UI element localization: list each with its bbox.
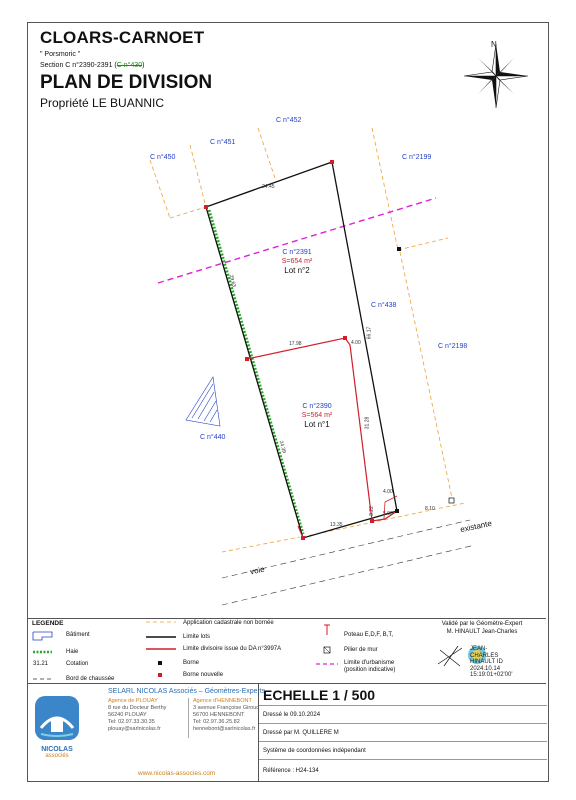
- lot1-surface: S=564 m²: [301, 412, 333, 419]
- lot2-label: Lot n°2: [284, 266, 310, 275]
- info-column: [258, 684, 546, 782]
- borne-nouvelle-5: [370, 519, 374, 523]
- agence-line: 3 avenue Françoise Giroud: [193, 705, 260, 711]
- parcel-c451: C n°451: [210, 139, 236, 146]
- parcel-c450: C n°450: [150, 154, 176, 161]
- borne-nouvelle-1: [204, 205, 208, 209]
- borne-nouvelle-2: [330, 160, 334, 164]
- nicolas-logo-icon: [33, 694, 81, 744]
- dim-div-vert: 31.28: [364, 416, 371, 430]
- logo-name: NICOLAS: [41, 746, 73, 753]
- drawn-date: Dressé le 09.10.2024: [259, 706, 547, 724]
- legend-urbanisme: Limite d'urbanisme: [344, 660, 395, 666]
- title-block: [28, 684, 546, 782]
- legend-pilier: Pilier de mur: [344, 647, 378, 653]
- borne-2: [395, 509, 399, 513]
- borne-1: [397, 247, 401, 251]
- agence-plouay-title: Agence de PLOUAY: [108, 698, 158, 704]
- digital-stamp: [470, 646, 513, 679]
- owner-name: Propriété LE BUANNIC: [40, 96, 165, 110]
- agence-line: 56700 HENNEBONT: [193, 712, 245, 718]
- dim-div-short: 4.00: [351, 340, 361, 346]
- legend-bord: Bord de chaussée: [66, 676, 115, 682]
- parcel-c452: C n°452: [276, 117, 302, 124]
- legend-haie: Haie: [66, 649, 79, 655]
- legend-borne: Borne: [183, 660, 200, 666]
- legend-poteau: Poteau E,D,F, B,T,: [344, 632, 394, 638]
- lot2-info: [262, 248, 332, 275]
- pilier-marker: [449, 498, 454, 503]
- logo-sub: associés: [45, 753, 69, 759]
- dim-right: 8.10: [425, 506, 435, 512]
- division-line: [247, 338, 397, 521]
- parcel-c2199: C n°2199: [402, 154, 432, 161]
- legend-cotation-sample: 31.21: [33, 661, 49, 667]
- agence-divider: [188, 698, 189, 738]
- legend-batiment: Bâtiment: [66, 632, 90, 638]
- section-suffix: ): [142, 62, 145, 69]
- lot1-ref: C n°2390: [302, 403, 332, 410]
- signature-icon: [436, 644, 466, 670]
- dim-left-lower: 24.39: [277, 440, 287, 454]
- section-prefix: Section C n°2390-2391 (: [40, 62, 117, 69]
- legend-limite-lots: Limite lots: [183, 634, 211, 640]
- agence-line: 56240 PLOUAY: [108, 712, 147, 718]
- road-edges: [222, 520, 475, 605]
- section-struck: C n°430: [116, 62, 143, 69]
- logo-text: [34, 746, 80, 760]
- town-title: CLOARS-CARNOET: [40, 28, 205, 47]
- dim-small2: 5.00: [383, 511, 393, 517]
- borne-nouvelle-4: [343, 336, 347, 340]
- stamp-line: CHARLES: [470, 652, 499, 659]
- legend-app-cad: Application cadastrale non bornée: [183, 620, 274, 626]
- scale-label: ECHELLE 1 / 500: [259, 684, 547, 706]
- lot2-ref: C n°2391: [282, 249, 312, 256]
- agence-line: 8 rue du Docteur Berthy: [108, 705, 167, 711]
- dim-small1: 3.22: [368, 506, 375, 516]
- building: [186, 377, 220, 426]
- lot1-label: Lot n°1: [304, 420, 330, 429]
- north-arrow-icon: [464, 44, 528, 108]
- agence-hennebont: [193, 698, 259, 733]
- stamp-line: 15:19:01+02'00': [470, 672, 513, 678]
- dim-div-top: 17.98: [289, 341, 302, 347]
- coordinate-system: Système de coordonnées indépendant: [259, 742, 547, 760]
- agence-line: hennebont@sarlnicolas.fr: [193, 726, 256, 732]
- validation-line1: Validé par le Géomètre-Expert: [441, 621, 523, 627]
- lot2-surface: S=654 m²: [281, 258, 313, 265]
- place-name: " Porsmoric ": [40, 51, 81, 58]
- dim-left-upper: 29.63: [227, 274, 237, 288]
- drawn-by: Dressé par M. QUILLERE M: [259, 724, 547, 742]
- parcel-c2198: C n°2198: [438, 343, 468, 350]
- parcel-c438: C n°438: [371, 302, 397, 309]
- legend-borne-nouvelle: Borne nouvelle: [183, 672, 224, 678]
- validation-block: [418, 620, 546, 636]
- north-label: N: [491, 40, 497, 49]
- validation-line2: M. HINAULT Jean-Charles: [446, 629, 518, 635]
- stamp-line: HINAULT ID: [470, 659, 503, 665]
- agence-line: Tel: 02.97.33.30.35: [108, 719, 155, 725]
- agence-line: Tel: 02.97.36.25.82: [193, 719, 240, 725]
- plan-title: PLAN DE DIVISION: [40, 72, 213, 93]
- dim-bottom: 13.35: [330, 522, 343, 528]
- lot1-info: [282, 402, 352, 429]
- firm-title: SELARL NICOLAS Associés – Géomètres-Experts: [108, 688, 266, 695]
- stamp-line: JEAN-: [470, 646, 488, 652]
- agence-hennebont-title: Agence d'HENNEBONT: [193, 698, 252, 704]
- road-voie: voie: [249, 564, 266, 577]
- legend-title: LEGENDE: [32, 620, 64, 627]
- agence-plouay: [108, 698, 166, 733]
- legend-limite-div: Limite divisoire issue du DA n°3997A: [183, 646, 282, 652]
- stamp-line: 2024.10.14: [470, 665, 501, 672]
- reference: Référence : H24-134: [263, 768, 319, 774]
- dim-right-upper: 66.17: [366, 326, 373, 340]
- firm-website[interactable]: www.nicolas-associes.com: [138, 770, 216, 777]
- parcel-c440: C n°440: [200, 434, 226, 441]
- legend-urbanisme-note: (position indicative): [344, 667, 396, 673]
- borne-markers: [204, 160, 454, 540]
- cadastral-limits: [150, 128, 468, 552]
- borne-nouvelle-3: [245, 357, 249, 361]
- dim-small3: 4.00: [383, 489, 393, 495]
- agence-line: plouay@sarlnicolas.fr: [108, 726, 161, 732]
- dim-top: 24.45: [262, 184, 275, 190]
- legend-cotation: Cotation: [66, 661, 89, 667]
- borne-nouvelle-6: [301, 536, 305, 540]
- road-existante: existante: [459, 518, 493, 535]
